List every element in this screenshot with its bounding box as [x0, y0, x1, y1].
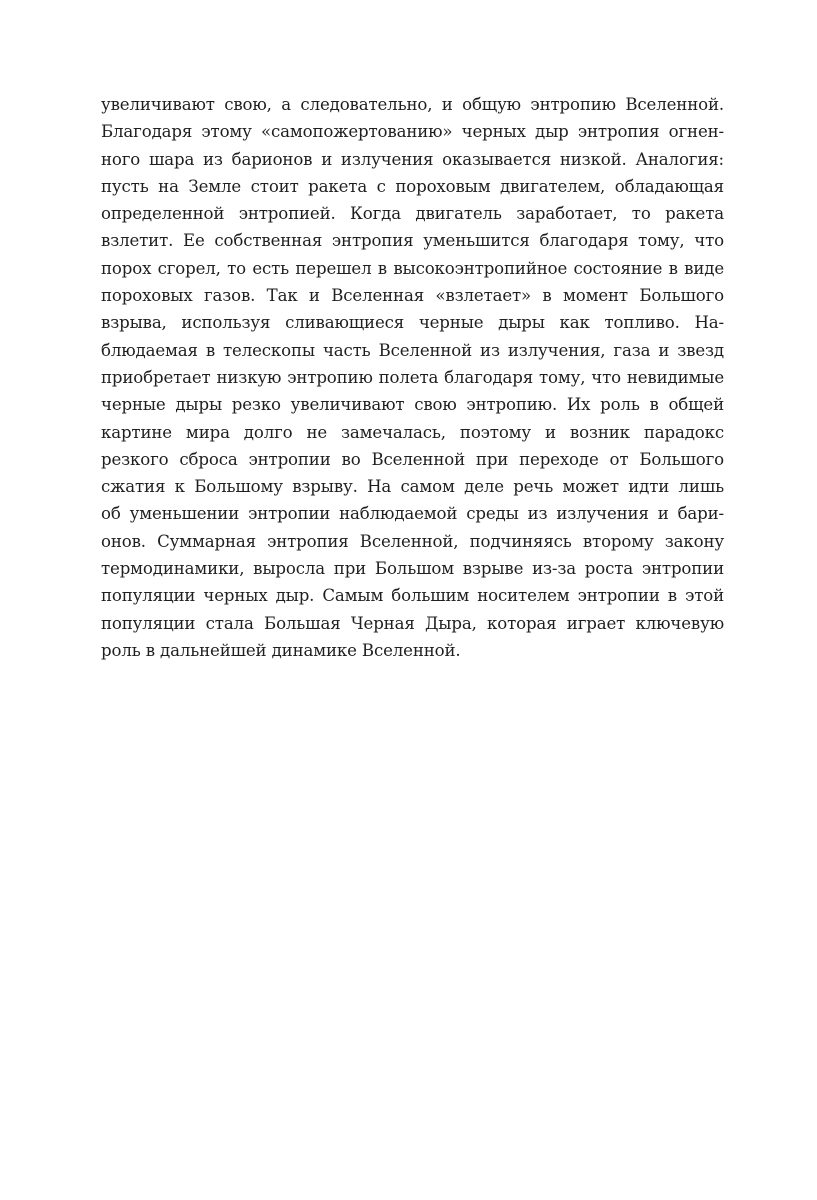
text-line: определенной энтропией. Когда двигатель заработает, то ракета — [101, 204, 724, 224]
text-line: Благодаря этому «самопожертованию» черных дыр энтропия огнен- — [101, 122, 724, 142]
text-line: приобретает низкую энтропию полета благодаря тому, что невидимые — [101, 367, 724, 387]
text-line: черные дыры резко увеличивают свою энтропию. Их роль в общей — [101, 395, 724, 415]
text-line: пороховых газов. Так и Вселенная «взлетает» в момент Большого — [101, 286, 724, 306]
text-line: взлетит. Ее собственная энтропия уменьшится благодаря тому, что — [101, 231, 724, 251]
text-line: сжатия к Большому взрыву. На самом деле речь может идти лишь — [101, 477, 724, 497]
text-line: об уменьшении энтропии наблюдаемой среды из излучения и бари- — [101, 504, 724, 524]
text-line: резкого сброса энтропии во Вселенной при переходе от Большого — [101, 449, 724, 469]
text-line: термодинамики, выросла при Большом взрыве из-за роста энтропии — [101, 559, 724, 579]
text-line: картине мира долго не замечалась, поэтому и возник парадокс — [101, 422, 724, 442]
text-line: взрыва, используя сливающиеся черные дыры как топливо. На- — [101, 313, 724, 333]
text-line: популяции стала Большая Черная Дыра, которая играет ключевую — [101, 613, 724, 633]
text-line: онов. Суммарная энтропия Вселенной, подчиняясь второму закону — [101, 531, 724, 551]
text-line: порох сгорел, то есть перешел в высокоэнтропийное состояние в виде — [101, 258, 724, 278]
text-line: роль в дальнейшей динамике Вселенной. — [101, 640, 461, 660]
text-line: увеличивают свою, а следовательно, и общую энтропию Вселенной. — [101, 95, 724, 114]
body-paragraph — [101, 91, 724, 664]
text-line: блюдаемая в телескопы часть Вселенной из излучения, газа и звезд — [101, 340, 724, 360]
text-line: популяции черных дыр. Самым большим носителем энтропии в этой — [101, 586, 724, 606]
text-line: пусть на Земле стоит ракета с пороховым двигателем, обладающая — [101, 176, 724, 196]
text-line: ного шара из барионов и излучения оказывается низкой. Аналогия: — [101, 149, 724, 169]
